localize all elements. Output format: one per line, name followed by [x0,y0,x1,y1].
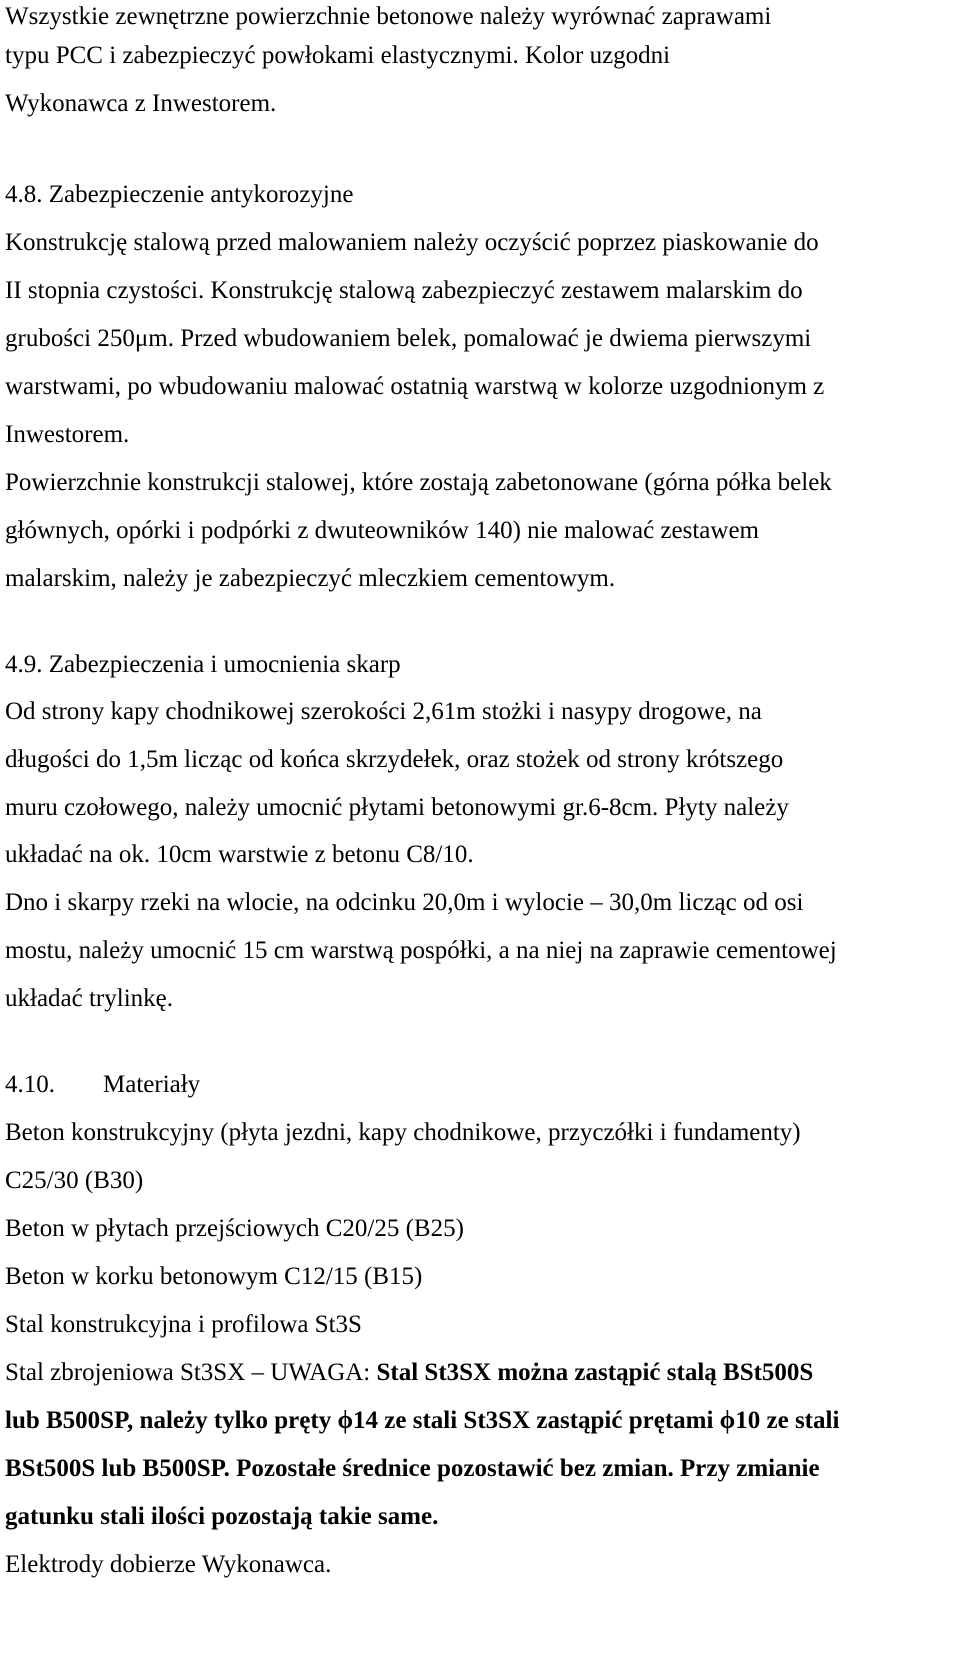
paragraph-line: długości do 1,5m licząc od końca skrzydełek, oraz stożek od strony krótszego [5,746,784,773]
paragraph-line: Powierzchnie konstrukcji stalowej, które zostają zabetonowane (górna półka belek [5,469,832,496]
paragraph-line: mostu, należy umocnić 15 cm warstwą pospółki, a na niej na zaprawie cementowej [5,937,837,964]
paragraph-line: Inwestorem. [5,421,130,448]
paragraph-line: układać na ok. 10cm warstwie z betonu C8/10. [5,841,474,868]
rebar-note-bold: BSt500S lub B500SP. Pozostałe średnice pozostawić bez zmian. Przy zmianie [5,1455,820,1482]
section-heading-4-9: 4.9. Zabezpieczenia i umocnienia skarp [5,651,401,678]
paragraph-line: układać trylinkę. [5,985,173,1012]
rebar-note-bold: gatunku stali ilości pozostają takie same. [5,1503,439,1530]
paragraph-line: Wszystkie zewnętrzne powierzchnie betonowe należy wyrównać zaprawami [5,3,772,30]
paragraph-line: malarskim, należy je zabezpieczyć mleczkiem cementowym. [5,565,616,592]
section-heading-4-8: 4.8. Zabezpieczenie antykorozyjne [5,181,354,208]
materials-line: Beton w korku betonowym C12/15 (B15) [5,1263,423,1290]
materials-line: Beton w płytach przejściowych C20/25 (B25) [5,1215,464,1242]
section-heading-4-10 [5,1070,200,1100]
rebar-line [5,1358,813,1388]
paragraph-line: warstwami, po wbudowaniu malować ostatnią warstwą w kolorze uzgodnionym z [5,373,825,400]
rebar-note-bold: Stal St3SX można zastąpić stalą BSt500S [376,1359,814,1386]
materials-line: C25/30 (B30) [5,1167,144,1194]
paragraph-line: Konstrukcję stalową przed malowaniem należy oczyścić poprzez piaskowanie do [5,229,819,256]
paragraph-line: głównych, opórki i podpórki z dwuteowników 140) nie malować zestawem [5,517,759,544]
paragraph-line: Dno i skarpy rzeki na wlocie, na odcinku 20,0m i wylocie – 30,0m licząc od osi [5,889,804,916]
section-title: Materiały [103,1071,201,1098]
section-number: 4.10. [5,1071,55,1098]
rebar-note-bold: lub B500SP, należy tylko pręty ϕ14 ze stali St3SX zastąpić prętami ϕ10 ze stali [5,1407,840,1434]
paragraph-line: Od strony kapy chodnikowej szerokości 2,61m stożki i nasypy drogowe, na [5,698,762,725]
paragraph-line: Wykonawca z Inwestorem. [5,90,277,117]
paragraph-line: muru czołowego, należy umocnić płytami betonowymi gr.6-8cm. Płyty należy [5,794,789,821]
materials-line: Stal konstrukcyjna i profilowa St3S [5,1311,362,1338]
rebar-prefix: Stal zbrojeniowa St3SX – UWAGA: [5,1359,377,1386]
paragraph-line: II stopnia czystości. Konstrukcję stalową zabezpieczyć zestawem malarskim do [5,277,803,304]
paragraph-line: grubości 250μm. Przed wbudowaniem belek, pomalować je dwiema pierwszymi [5,325,812,352]
electrodes-line: Elektrody dobierze Wykonawca. [5,1551,332,1578]
materials-line: Beton konstrukcyjny (płyta jezdni, kapy chodnikowe, przyczółki i fundamenty) [5,1119,801,1146]
paragraph-line: typu PCC i zabezpieczyć powłokami elastycznymi. Kolor uzgodni [5,42,671,69]
